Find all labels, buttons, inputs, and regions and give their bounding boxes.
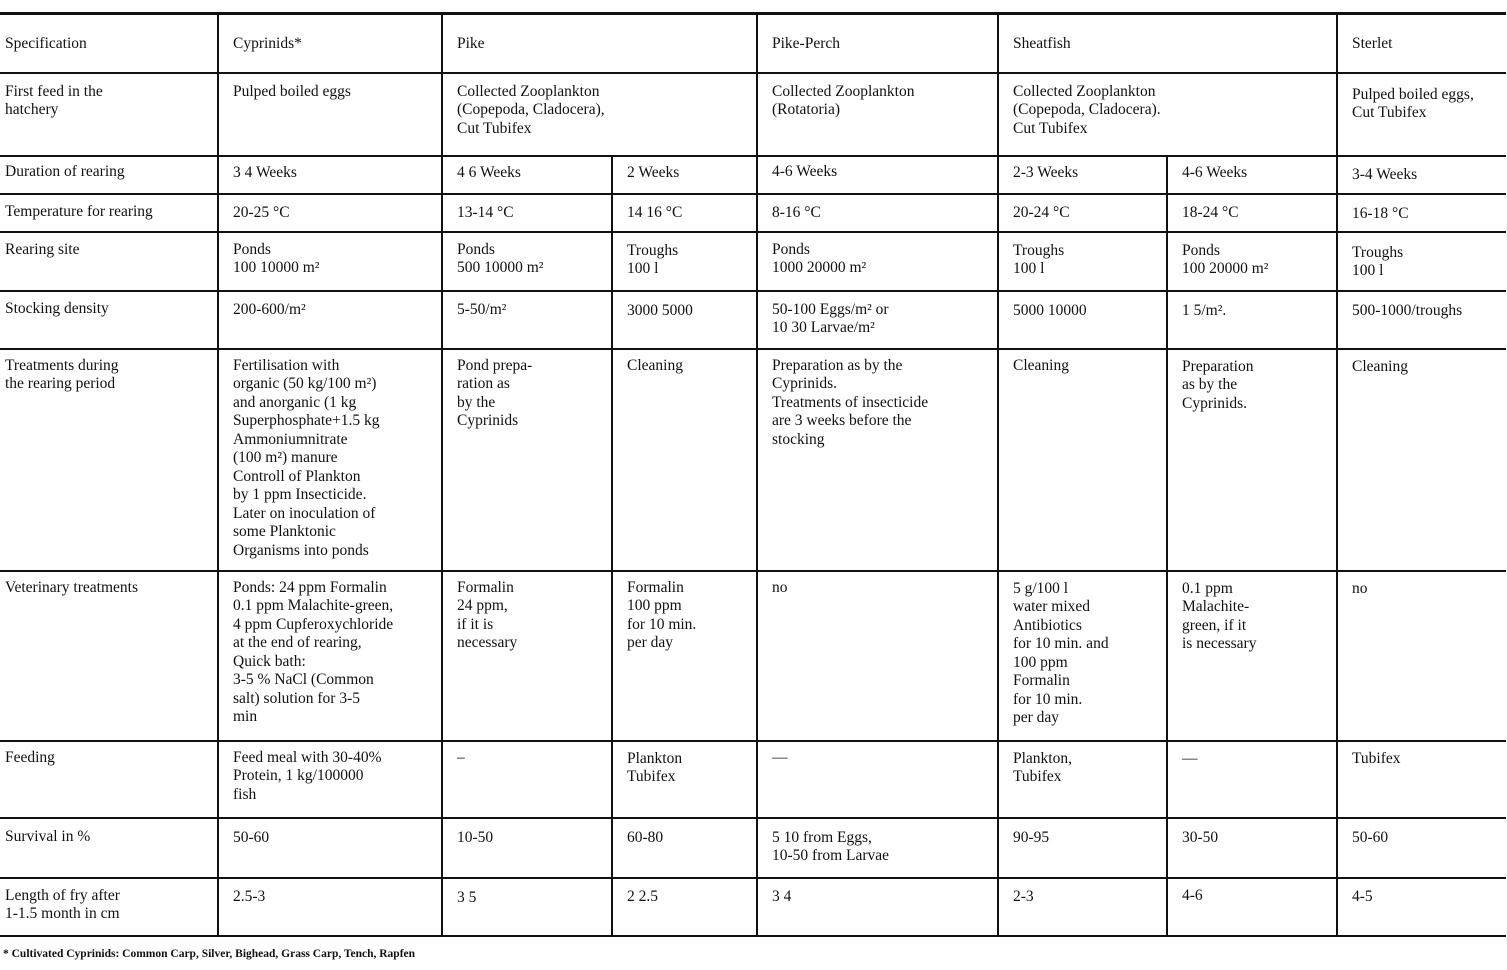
header-sterlet: Sterlet — [1337, 14, 1506, 73]
row-label: Temperature for rearing — [0, 194, 218, 232]
row-label: Stocking density — [0, 291, 218, 349]
footnote: * Cultivated Cyprinids: Common Carp, Silver, Bighead, Grass Carp, Tench, Rapfen — [3, 948, 416, 960]
cell: 2-3 Weeks — [998, 156, 1167, 194]
cell: 4-6 Weeks — [757, 156, 998, 194]
cell: Plankton, Tubifex — [998, 741, 1167, 818]
cell: 50-60 — [218, 818, 442, 878]
cell: 2 Weeks — [612, 156, 757, 194]
row-feeding — [0, 741, 1506, 818]
header-pike: Pike — [442, 14, 757, 73]
row-label: Feeding — [0, 741, 218, 818]
cell: 200-600/m² — [218, 291, 442, 349]
cell: 3-4 Weeks — [1337, 156, 1506, 194]
cell: Pond prepa- ration as by the Cyprinids — [442, 349, 612, 571]
row-label: Treatments during the rearing period — [0, 349, 218, 571]
cell: Ponds 1000 20000 m² — [757, 232, 998, 291]
cell: 4-5 — [1337, 878, 1506, 936]
cell: 14 16 °C — [612, 194, 757, 232]
header-specification: Specification — [0, 14, 218, 73]
cell: Formalin 24 ppm, if it is necessary — [442, 571, 612, 741]
cell: 30-50 — [1167, 818, 1337, 878]
cell: 5-50/m² — [442, 291, 612, 349]
cell-pike-perch: Collected Zooplankton (Rotatoria) — [757, 73, 998, 156]
cell: — — [1167, 741, 1337, 818]
cell: 50-100 Eggs/m² or 10 30 Larvae/m² — [757, 291, 998, 349]
cell: Preparation as by the Cyprinids. — [1167, 349, 1337, 571]
header-sheatfish: Sheatfish — [998, 14, 1337, 73]
row-temperature — [0, 194, 1506, 232]
cell: 2-3 — [998, 878, 1167, 936]
cell: 20-24 °C — [998, 194, 1167, 232]
row-survival — [0, 818, 1506, 878]
row-label: Rearing site — [0, 232, 218, 291]
cell: 2 2.5 — [612, 878, 757, 936]
cell: 4-6 — [1167, 878, 1337, 936]
cell: – — [442, 741, 612, 818]
row-label: Length of fry after 1-1.5 month in cm — [0, 878, 218, 936]
cell: 500-1000/troughs — [1337, 291, 1506, 349]
header-cyprinids: Cyprinids* — [218, 14, 442, 73]
cell: 5000 10000 — [998, 291, 1167, 349]
cell: 18-24 °C — [1167, 194, 1337, 232]
row-stocking-density — [0, 291, 1506, 349]
cell: 13-14 °C — [442, 194, 612, 232]
cell: Ponds: 24 ppm Formalin 0.1 ppm Malachite-green, 4 ppm Cupferoxychloride at the end of rearing, Quick bath: 3-5 % NaCl (Common salt) solution for 3-5 min — [218, 571, 442, 741]
cell: Troughs 100 l — [998, 232, 1167, 291]
header-row — [0, 14, 1506, 73]
cell: — — [757, 741, 998, 818]
cell: 10-50 — [442, 818, 612, 878]
specification-table — [0, 12, 1506, 937]
row-label: Survival in % — [0, 818, 218, 878]
row-label: Duration of rearing — [0, 156, 218, 194]
row-veterinary — [0, 571, 1506, 741]
cell: Troughs 100 l — [612, 232, 757, 291]
cell-sheatfish: Collected Zooplankton (Copepoda, Cladocera). Cut Tubifex — [998, 73, 1337, 156]
cell: Fertilisation with organic (50 kg/100 m²) and anorganic (1 kg Superphosphate+1.5 kg Ammoniumnitrate (100 m²) manure Controll of Plankton by 1 ppm Insecticide. Later on inoculation of some Planktonic Organisms into ponds — [218, 349, 442, 571]
cell: 8-16 °C — [757, 194, 998, 232]
cell: 3 4 — [757, 878, 998, 936]
cell: 20-25 °C — [218, 194, 442, 232]
cell: Formalin 100 ppm for 10 min. per day — [612, 571, 757, 741]
cell: Ponds 500 10000 m² — [442, 232, 612, 291]
row-length — [0, 878, 1506, 936]
cell: Cleaning — [612, 349, 757, 571]
cell: 0.1 ppm Malachite- green, if it is necessary — [1167, 571, 1337, 741]
cell: 2.5-3 — [218, 878, 442, 936]
cell: 16-18 °C — [1337, 194, 1506, 232]
row-first-feed — [0, 73, 1506, 156]
cell-cyprinids: Pulped boiled eggs — [218, 73, 442, 156]
cell: Ponds 100 10000 m² — [218, 232, 442, 291]
cell: Cleaning — [1337, 349, 1506, 571]
cell: no — [1337, 571, 1506, 741]
cell: Tubifex — [1337, 741, 1506, 818]
cell: 5 10 from Eggs, 10-50 from Larvae — [757, 818, 998, 878]
cell: Troughs 100 l — [1337, 232, 1506, 291]
cell: no — [757, 571, 998, 741]
cell: 4 6 Weeks — [442, 156, 612, 194]
cell: Preparation as by the Cyprinids. Treatments of insecticide are 3 weeks before the stocking — [757, 349, 998, 571]
cell: 3000 5000 — [612, 291, 757, 349]
cell-sterlet: Pulped boiled eggs, Cut Tubifex — [1337, 73, 1506, 156]
cell: Plankton Tubifex — [612, 741, 757, 818]
cell: 90-95 — [998, 818, 1167, 878]
row-label: Veterinary treatments — [0, 571, 218, 741]
row-rearing-site — [0, 232, 1506, 291]
cell: Feed meal with 30-40% Protein, 1 kg/100000 fish — [218, 741, 442, 818]
row-treatments — [0, 349, 1506, 571]
cell: 60-80 — [612, 818, 757, 878]
cell: 50-60 — [1337, 818, 1506, 878]
row-label: First feed in the hatchery — [0, 73, 218, 156]
cell: 1 5/m². — [1167, 291, 1337, 349]
cell: 3 5 — [442, 878, 612, 936]
cell: 3 4 Weeks — [218, 156, 442, 194]
cell: 5 g/100 l water mixed Antibiotics for 10 min. and 100 ppm Formalin for 10 min. per day — [998, 571, 1167, 741]
cell-pike: Collected Zooplankton (Copepoda, Cladocera), Cut Tubifex — [442, 73, 757, 156]
row-duration — [0, 156, 1506, 194]
header-pike-perch: Pike-Perch — [757, 14, 998, 73]
cell: Ponds 100 20000 m² — [1167, 232, 1337, 291]
cell: Cleaning — [998, 349, 1167, 571]
cell: 4-6 Weeks — [1167, 156, 1337, 194]
